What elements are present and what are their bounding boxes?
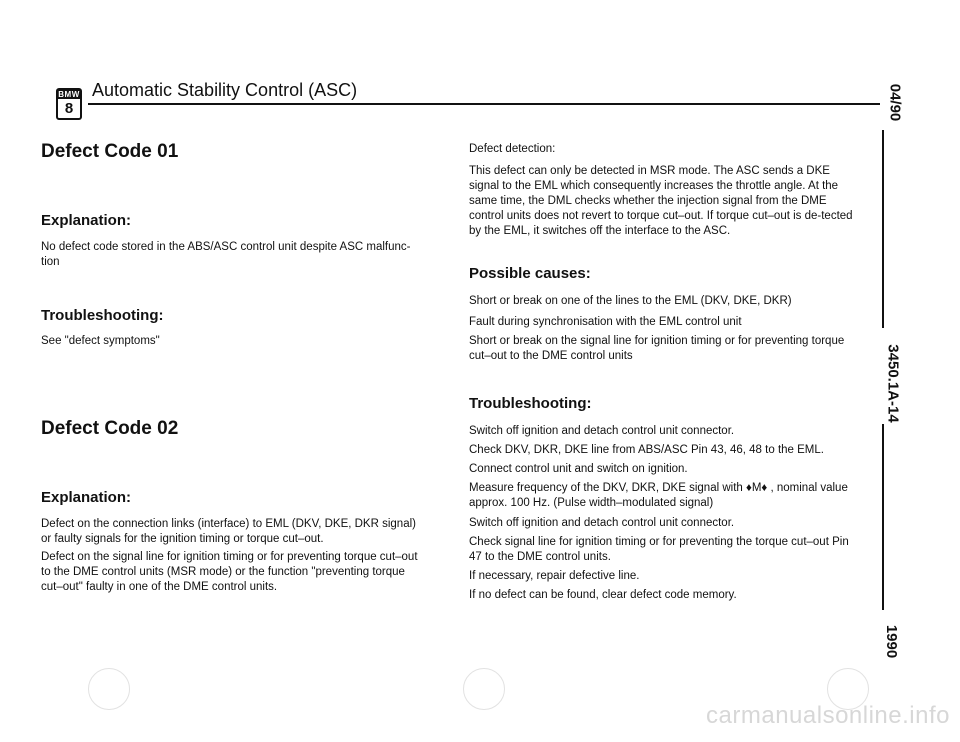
troubleshooting-steps-heading: Troubleshooting: — [469, 395, 592, 412]
cause-item: Fault during synchronisation with the EML control unit — [469, 316, 742, 328]
side-divider-2 — [882, 424, 884, 610]
explanation-text: No defect code stored in the ABS/ASC control unit despite ASC malfunc-tion — [41, 241, 411, 268]
troubleshooting-step: Measure frequency of the DKV, DKR, DKE signal with ♦M♦ , nominal value approx. 100 Hz. (Pulse width–modulated signal) — [469, 482, 848, 509]
watermark-text: carmanualsonline.info — [706, 702, 950, 729]
explanation-2-heading: Explanation: — [41, 489, 132, 506]
bmw-logo — [56, 88, 82, 120]
troubleshooting-step: Connect control unit and switch on ignition. — [469, 463, 688, 475]
troubleshooting-step: Check DKV, DKR, DKE line from ABS/ASC Pin 43, 46, 48 to the EML. — [469, 444, 824, 456]
bmw-series-number: 8 — [64, 100, 74, 117]
cause-item: Short or break on the signal line for ignition timing or for preventing torque cut–out to the DME control units — [469, 335, 845, 362]
defect-detection-label: Defect detection: — [469, 143, 556, 155]
troubleshooting-step: Switch off ignition and detach control unit connector. — [469, 517, 735, 529]
troubleshooting-heading: Troubleshooting: — [41, 307, 164, 324]
defect-code-01-title: Defect Code 01 — [41, 141, 179, 162]
explanation-heading: Explanation: — [41, 212, 132, 229]
troubleshooting-step: If necessary, repair defective line. — [469, 570, 640, 582]
possible-causes-heading: Possible causes: — [469, 265, 591, 282]
header-divider — [88, 103, 880, 105]
explanation-2-paragraph-2: Defect on the signal line for ignition timing or for preventing torque cut–out to the DME control units (MSR mode) or the function "preventing torque cut–out" faulty in one of the DME control units. — [41, 551, 418, 593]
defect-code-02-title: Defect Code 02 — [41, 418, 179, 439]
page-title: Automatic Stability Control (ASC) — [92, 80, 358, 100]
troubleshooting-step: If no defect can be found, clear defect code memory. — [469, 589, 737, 601]
side-date: 04/90 — [886, 83, 904, 122]
watermark — [0, 702, 960, 730]
side-page-code: 3450.1A-14 — [884, 344, 902, 423]
bmw-logo-text: BMW — [58, 90, 80, 99]
cause-item: Short or break on one of the lines to the EML (DKV, DKE, DKR) — [469, 295, 792, 307]
defect-detection-text: This defect can only be detected in MSR mode. The ASC sends a DKE signal to the EML which consequently increases the throttle angle. At the same time, the DML checks whether the injection signal from the DME control units does not revert to torque cut–out. If torque cut–out is de-tected by the EML, it switches off the interface to the ASC. — [469, 165, 853, 237]
troubleshooting-step: Switch off ignition and detach control unit connector. — [469, 425, 735, 437]
explanation-2-paragraph-1: Defect on the connection links (interface) to EML (DKV, DKE, DKR signal) or faulty signals for the ignition timing or torque cut–out. — [41, 518, 416, 545]
side-divider-1 — [882, 130, 884, 328]
troubleshooting-text: See "defect symptoms" — [41, 335, 160, 347]
troubleshooting-step: Check signal line for ignition timing or for preventing the torque cut–out Pin 47 to the DME control units. — [469, 536, 849, 563]
side-year: 1990 — [883, 624, 901, 659]
